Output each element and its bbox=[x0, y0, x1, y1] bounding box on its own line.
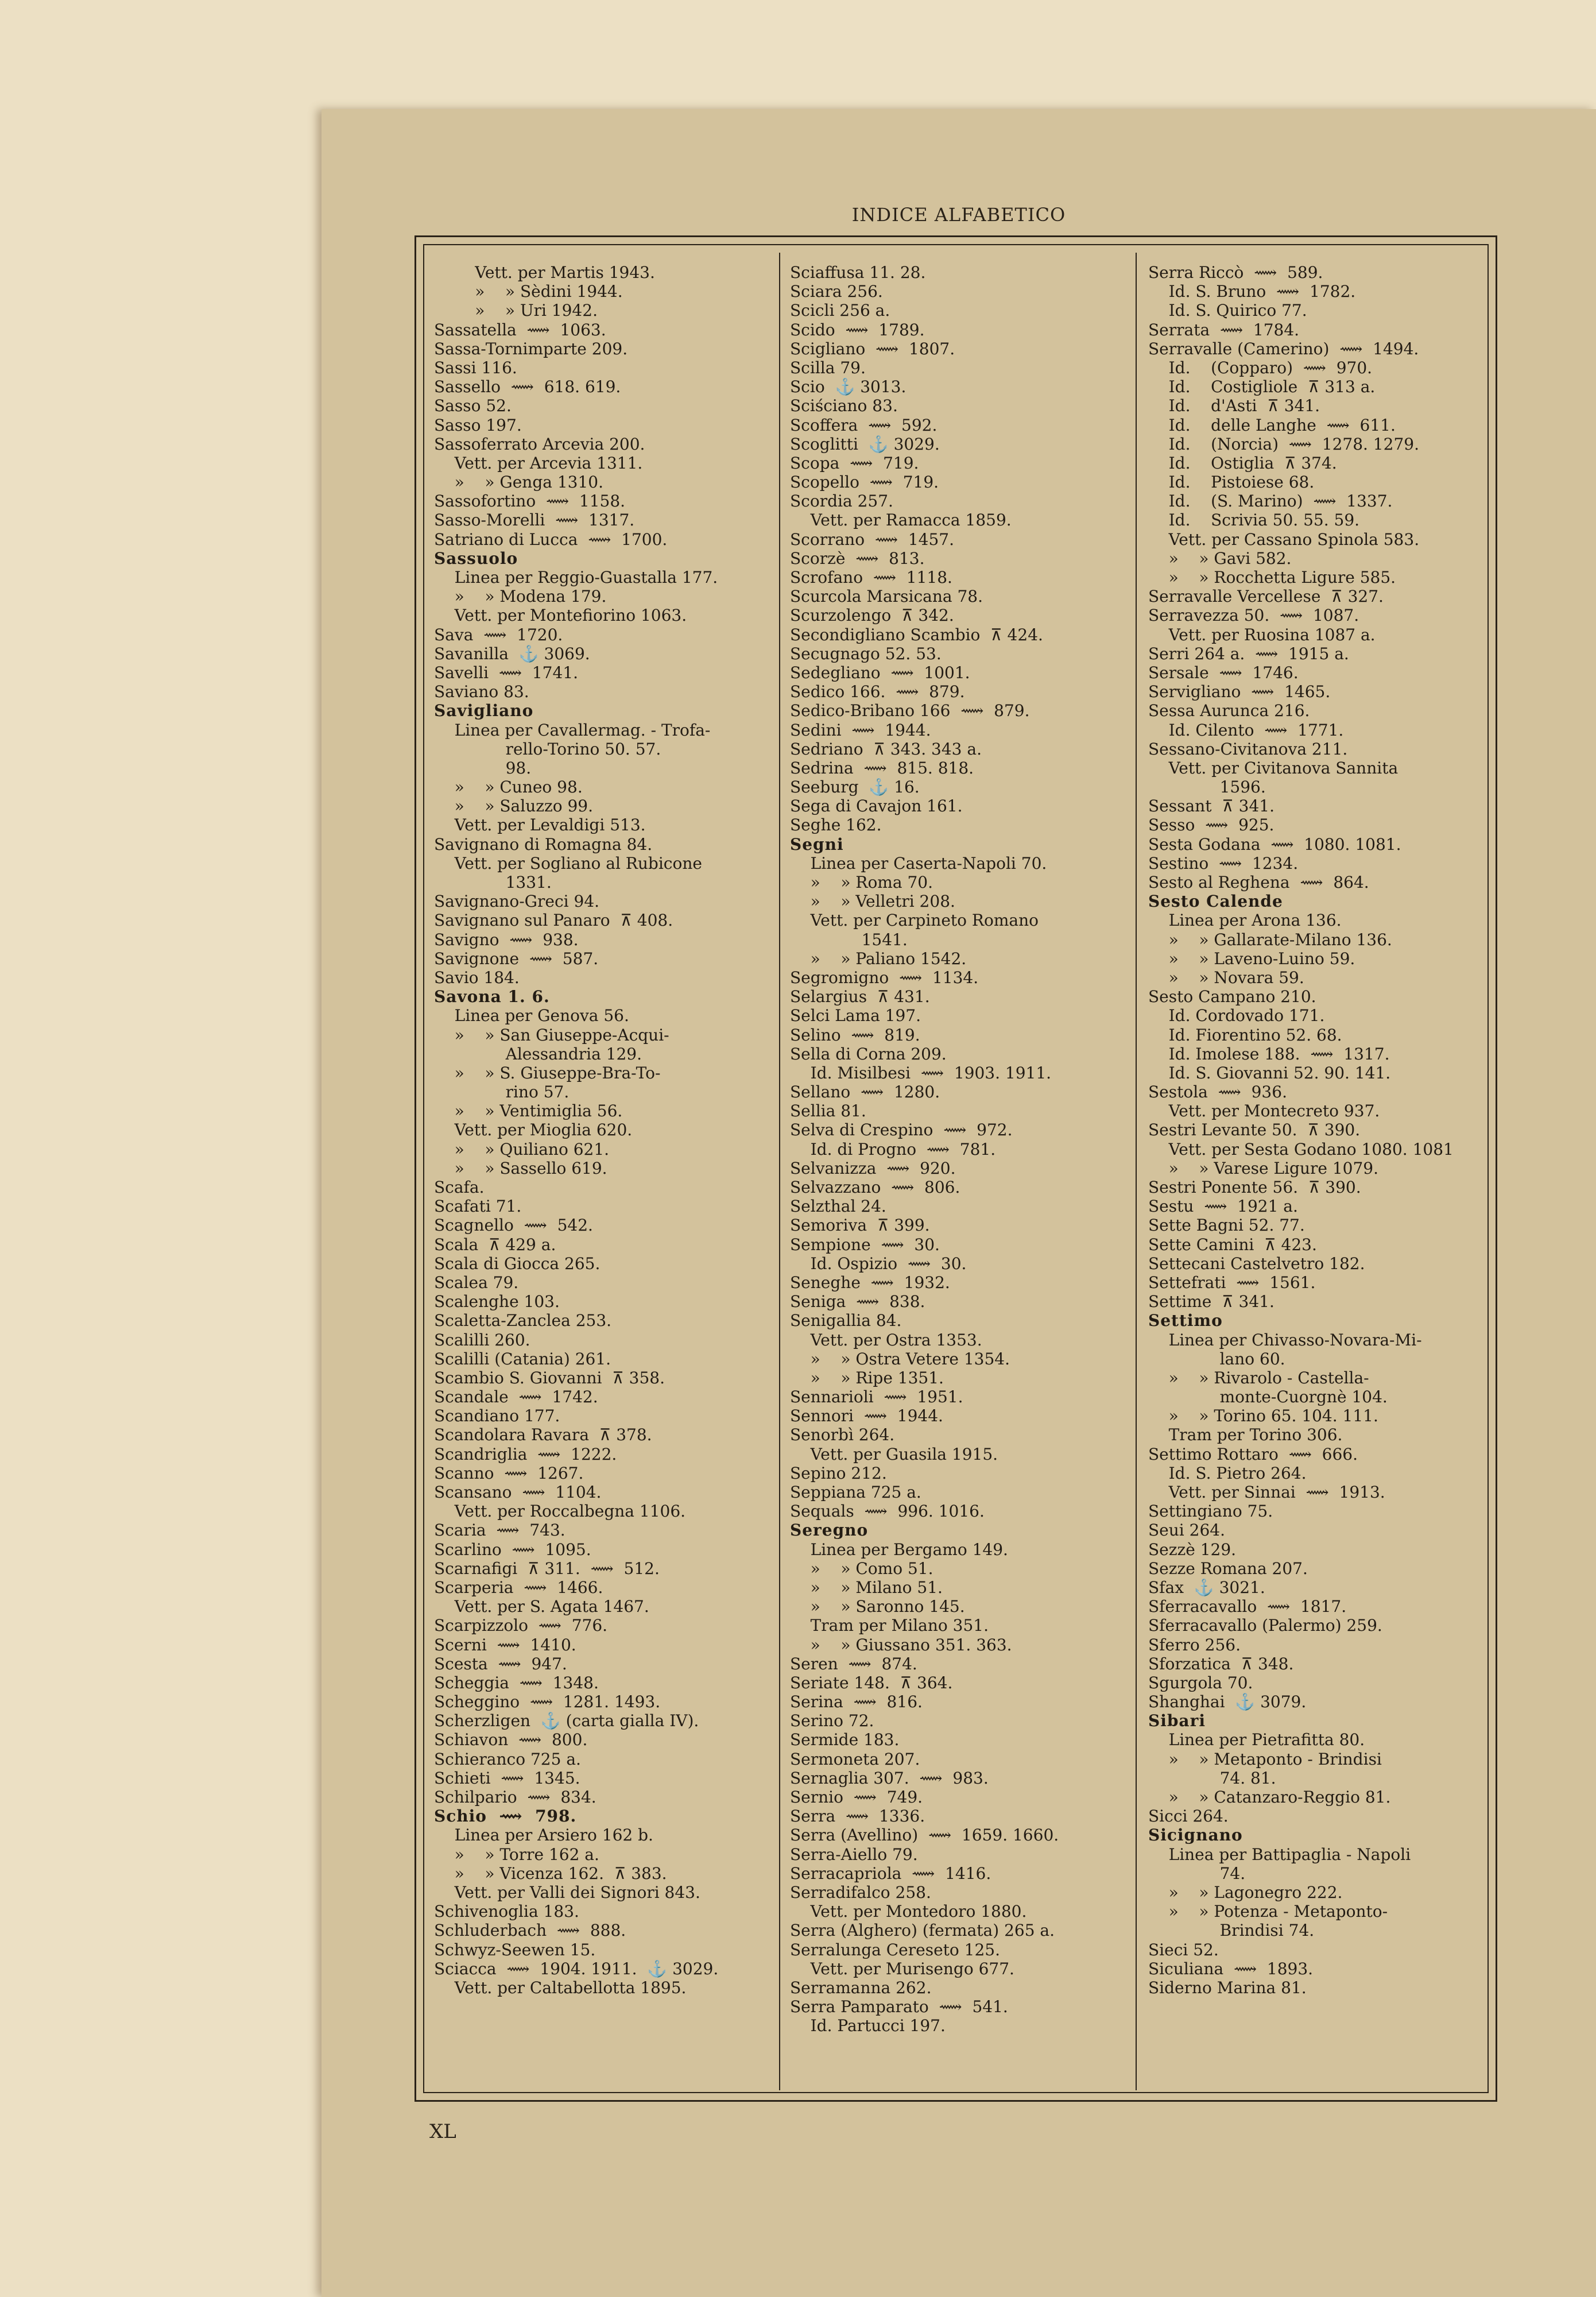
index-entry: Sciara 256. bbox=[790, 282, 883, 301]
index-entry: Serracapriola ⟿ 1416. bbox=[790, 1863, 991, 1883]
index-heading: Savigliano bbox=[434, 701, 534, 721]
index-entry: Selvanizza ⟿ 920. bbox=[790, 1158, 956, 1178]
index-entry: Vett. per Guasila 1915. bbox=[790, 1444, 998, 1464]
index-entry: Schilpario ⟿ 834. bbox=[434, 1788, 596, 1807]
index-entry: Scagnello ⟿ 542. bbox=[434, 1216, 593, 1235]
index-entry: Scurcola Marsicana 78. bbox=[790, 587, 983, 606]
index-entry: Sasso-Morelli ⟿ 1317. bbox=[434, 511, 635, 530]
index-entry: » » Torre 162 a. bbox=[434, 1844, 599, 1864]
index-entry: Serra-Aiello 79. bbox=[790, 1844, 918, 1864]
index-entry: Linea per Caserta-Napoli 70. bbox=[790, 853, 1047, 873]
index-entry: Sfax ⚓ 3021. bbox=[1148, 1577, 1265, 1597]
index-entry: Sassa-Tornimparte 209. bbox=[434, 339, 628, 358]
index-entry: Scilla 79. bbox=[790, 358, 866, 377]
index-entry: Vett. per Sesta Godano 1080. 1081 bbox=[1148, 1139, 1454, 1159]
index-entry: Sennori ⟿ 1944. bbox=[790, 1406, 943, 1426]
index-entry: rello-Torino 50. 57. bbox=[434, 739, 661, 759]
index-entry: Seniga ⟿ 838. bbox=[790, 1292, 925, 1312]
index-entry: Sciacca ⟿ 1904. 1911. ⚓ 3029. bbox=[434, 1959, 719, 1978]
page-number: XL bbox=[429, 2120, 456, 2143]
index-entry: Scanno ⟿ 1267. bbox=[434, 1463, 584, 1483]
index-entry: Savignano sul Panaro ⊼ 408. bbox=[434, 911, 673, 930]
index-entry: Sermoneta 207. bbox=[790, 1749, 920, 1769]
index-entry: Scala di Giocca 265. bbox=[434, 1254, 601, 1273]
index-entry: Savignano-Greci 94. bbox=[434, 892, 600, 911]
index-entry: Sessano-Civitanova 211. bbox=[1148, 739, 1348, 759]
index-heading: Schio ⟿ 798. bbox=[434, 1807, 577, 1826]
index-entry: Scala ⊼ 429 a. bbox=[434, 1235, 556, 1254]
index-entry: Sella di Corna 209. bbox=[790, 1044, 947, 1064]
index-entry: Scopa ⟿ 719. bbox=[790, 453, 919, 473]
index-entry: Sernio ⟿ 749. bbox=[790, 1788, 923, 1807]
index-entry: Sestri Ponente 56. ⊼ 390. bbox=[1148, 1178, 1361, 1197]
index-entry: Scio ⚓ 3013. bbox=[790, 377, 907, 397]
index-entry: Selino ⟿ 819. bbox=[790, 1025, 920, 1045]
index-entry: Scalilli (Catania) 261. bbox=[434, 1349, 611, 1368]
index-entry: Scansano ⟿ 1104. bbox=[434, 1483, 602, 1502]
index-entry: Serra (Alghero) (fermata) 265 a. bbox=[790, 1921, 1055, 1940]
index-entry: Settingiano 75. bbox=[1148, 1502, 1273, 1521]
index-entry: Sette Bagni 52. 77. bbox=[1148, 1216, 1305, 1235]
index-entry: Id. Misilbesi ⟿ 1903. 1911. bbox=[790, 1063, 1052, 1082]
index-entry: Sedico-Bribano 166 ⟿ 879. bbox=[790, 701, 1030, 721]
index-entry: Scaria ⟿ 743. bbox=[434, 1521, 565, 1540]
index-entry: » » Lagonegro 222. bbox=[1148, 1882, 1343, 1902]
index-entry: Tram per Milano 351. bbox=[790, 1616, 989, 1635]
index-entry: Sellia 81. bbox=[790, 1101, 866, 1121]
index-entry: Linea per Chivasso-Novara-Mi- bbox=[1148, 1330, 1422, 1349]
index-heading: Sicignano bbox=[1148, 1826, 1243, 1845]
index-entry: Serri 264 a. ⟿ 1915 a. bbox=[1148, 644, 1349, 663]
index-entry: Siderno Marina 81. bbox=[1148, 1978, 1307, 1997]
index-entry: Sava ⟿ 1720. bbox=[434, 625, 563, 644]
index-entry: Vett. per Levaldigi 513. bbox=[434, 815, 646, 835]
index-entry: Scurzolengo ⊼ 342. bbox=[790, 606, 954, 625]
index-entry: Sassofortino ⟿ 1158. bbox=[434, 492, 626, 511]
index-entry: Serradifalco 258. bbox=[790, 1882, 931, 1902]
index-entry: Semoriva ⊼ 399. bbox=[790, 1216, 930, 1235]
index-entry: » » Giussano 351. 363. bbox=[790, 1635, 1012, 1654]
index-entry: » » Catanzaro-Reggio 81. bbox=[1148, 1788, 1391, 1807]
index-entry: Scerni ⟿ 1410. bbox=[434, 1635, 576, 1654]
index-entry: Schieranco 725 a. bbox=[434, 1749, 581, 1769]
index-entry: » » Quiliano 621. bbox=[434, 1139, 610, 1159]
index-entry: Scoffera ⟿ 592. bbox=[790, 415, 938, 435]
index-entry: rino 57. bbox=[434, 1082, 570, 1102]
index-entry: Siculiana ⟿ 1893. bbox=[1148, 1959, 1314, 1978]
index-entry: Sessa Aurunca 216. bbox=[1148, 701, 1310, 721]
index-entry: Vett. per Ruosina 1087 a. bbox=[1148, 625, 1376, 644]
index-entry: Scigliano ⟿ 1807. bbox=[790, 339, 955, 358]
index-entry: » » Novara 59. bbox=[1148, 968, 1304, 987]
index-entry: Serrata ⟿ 1784. bbox=[1148, 320, 1300, 339]
index-entry: Serravezza 50. ⟿ 1087. bbox=[1148, 606, 1359, 625]
index-entry: 74. 81. bbox=[1148, 1768, 1276, 1788]
index-entry: Schluderbach ⟿ 888. bbox=[434, 1921, 626, 1940]
index-entry: Sferro 256. bbox=[1148, 1635, 1241, 1654]
index-entry: Scoglitti ⚓ 3029. bbox=[790, 434, 940, 454]
index-entry: Schieti ⟿ 1345. bbox=[434, 1768, 580, 1788]
index-entry: Id. (Copparo) ⟿ 970. bbox=[1148, 358, 1373, 377]
index-entry: Linea per Bergamo 149. bbox=[790, 1540, 1008, 1559]
index-entry: Serra Pamparato ⟿ 541. bbox=[790, 1997, 1008, 2017]
index-entry: Settimo Rottaro ⟿ 666. bbox=[1148, 1444, 1358, 1464]
index-entry: Seppiana 725 a. bbox=[790, 1483, 921, 1502]
index-entry: » » Velletri 208. bbox=[790, 892, 955, 911]
index-entry: Servigliano ⟿ 1465. bbox=[1148, 682, 1331, 702]
index-entry: Vett. per Valli dei Signori 843. bbox=[434, 1882, 700, 1902]
index-column-2 bbox=[790, 263, 1134, 2035]
index-entry: Serina ⟿ 816. bbox=[790, 1692, 923, 1712]
index-heading: Savona 1. 6. bbox=[434, 987, 550, 1007]
index-entry: Vett. per Roccalbegna 1106. bbox=[434, 1502, 686, 1521]
index-entry: Id. Scrivia 50. 55. 59. bbox=[1148, 511, 1360, 530]
index-heading: Sassuolo bbox=[434, 548, 518, 568]
index-entry: Scicli 256 a. bbox=[790, 301, 890, 320]
index-entry: Id. S. Quirico 77. bbox=[1148, 301, 1307, 320]
index-entry: Serra Riccò ⟿ 589. bbox=[1148, 263, 1323, 282]
index-entry: Satriano di Lucca ⟿ 1700. bbox=[434, 529, 668, 549]
index-entry: Scordia 257. bbox=[790, 492, 893, 511]
index-entry: Scandolara Ravara ⊼ 378. bbox=[434, 1425, 652, 1445]
index-entry: Id. d'Asti ⊼ 341. bbox=[1148, 396, 1320, 416]
index-entry: Scorzè ⟿ 813. bbox=[790, 548, 925, 568]
index-entry: Sasso 52. bbox=[434, 396, 512, 416]
index-entry: Id. Costigliole ⊼ 313 a. bbox=[1148, 377, 1376, 397]
index-entry: Scambio S. Giovanni ⊼ 358. bbox=[434, 1368, 665, 1387]
index-entry: Sforzatica ⊼ 348. bbox=[1148, 1654, 1294, 1673]
index-entry: Scopello ⟿ 719. bbox=[790, 473, 939, 492]
index-entry: Sgurgola 70. bbox=[1148, 1673, 1253, 1692]
index-entry: Sernaglia 307. ⟿ 983. bbox=[790, 1768, 989, 1788]
index-entry: Settefrati ⟿ 1561. bbox=[1148, 1273, 1316, 1292]
index-entry: Sessant ⊼ 341. bbox=[1148, 796, 1275, 816]
index-entry: Sieci 52. bbox=[1148, 1940, 1219, 1959]
index-entry: » » Sassello 619. bbox=[434, 1158, 607, 1178]
index-entry: » » Laveno-Luino 59. bbox=[1148, 949, 1355, 968]
index-entry: lano 60. bbox=[1148, 1349, 1285, 1368]
index-entry: Vett. per Civitanova Sannita bbox=[1148, 758, 1399, 778]
index-entry: Vett. per Montecreto 937. bbox=[1148, 1101, 1380, 1121]
index-entry: Vett. per Carpineto Romano bbox=[790, 911, 1039, 930]
index-entry: Sedini ⟿ 1944. bbox=[790, 720, 931, 740]
index-entry: Sferracavallo (Palermo) 259. bbox=[1148, 1616, 1382, 1635]
index-entry: Id. (S. Marino) ⟿ 1337. bbox=[1148, 492, 1393, 511]
index-entry: 1596. bbox=[1148, 778, 1266, 797]
index-entry: Shanghai ⚓ 3079. bbox=[1148, 1692, 1307, 1712]
index-entry: Scido ⟿ 1789. bbox=[790, 320, 925, 339]
index-entry: Scafati 71. bbox=[434, 1197, 522, 1216]
index-entry: Linea per Arsiero 162 b. bbox=[434, 1826, 653, 1845]
index-entry: Sferracavallo ⟿ 1817. bbox=[1148, 1597, 1347, 1617]
index-entry: Schwyz-Seewen 15. bbox=[434, 1940, 596, 1959]
index-entry: Scandale ⟿ 1742. bbox=[434, 1387, 598, 1407]
index-entry: Tram per Torino 306. bbox=[1148, 1425, 1343, 1445]
index-entry: Scorrano ⟿ 1457. bbox=[790, 529, 954, 549]
index-entry: Sassoferrato Arcevia 200. bbox=[434, 434, 645, 454]
index-entry: Sassi 116. bbox=[434, 358, 517, 377]
index-entry: » » Ventimiglia 56. bbox=[434, 1101, 623, 1121]
index-entry: Scherzligen ⚓ (carta gialla IV). bbox=[434, 1711, 699, 1731]
index-entry: Id. Fiorentino 52. 68. bbox=[1148, 1025, 1342, 1045]
index-entry: Scarlino ⟿ 1095. bbox=[434, 1540, 591, 1559]
index-entry: Settime ⊼ 341. bbox=[1148, 1292, 1275, 1312]
index-entry: Vett. per Cassano Spinola 583. bbox=[1148, 529, 1420, 549]
index-entry: Selva di Crespino ⟿ 972. bbox=[790, 1120, 1013, 1140]
index-entry: » » Modena 179. bbox=[434, 587, 607, 606]
index-entry: Sesso ⟿ 925. bbox=[1148, 815, 1275, 835]
index-entry: Serramanna 262. bbox=[790, 1978, 932, 1997]
index-entry: Vett. per Ramacca 1859. bbox=[790, 511, 1012, 530]
index-entry: » » Gavi 582. bbox=[1148, 548, 1292, 568]
index-entry: Scarnafigi ⊼ 311. ⟿ 512. bbox=[434, 1559, 660, 1578]
index-column-1 bbox=[434, 263, 778, 1997]
index-entry: Scheggino ⟿ 1281. 1493. bbox=[434, 1692, 661, 1712]
index-entry: Savigno ⟿ 938. bbox=[434, 930, 579, 949]
index-entry: Scarperia ⟿ 1466. bbox=[434, 1577, 603, 1597]
index-entry: Scesta ⟿ 947. bbox=[434, 1654, 567, 1673]
index-entry: » » Rivarolo - Castella- bbox=[1148, 1368, 1369, 1387]
index-entry: Vett. per Murisengo 677. bbox=[790, 1959, 1014, 1978]
index-entry: Schiavon ⟿ 800. bbox=[434, 1730, 588, 1750]
index-entry: monte-Cuorgnè 104. bbox=[1148, 1387, 1388, 1407]
index-entry: Scandiano 177. bbox=[434, 1406, 560, 1426]
index-heading: Sibari bbox=[1148, 1711, 1206, 1731]
column-divider bbox=[779, 253, 780, 2090]
index-entry: Sesta Godana ⟿ 1080. 1081. bbox=[1148, 834, 1401, 854]
index-entry: » » Genga 1310. bbox=[434, 473, 604, 492]
index-entry: Linea per Cavallermag. - Trofa- bbox=[434, 720, 711, 740]
index-entry: » » Roma 70. bbox=[790, 873, 933, 892]
index-heading: Sesto Calende bbox=[1148, 892, 1283, 911]
index-entry: Sellano ⟿ 1280. bbox=[790, 1082, 940, 1102]
index-entry: Serravalle (Camerino) ⟿ 1494. bbox=[1148, 339, 1419, 358]
index-entry: Id. delle Langhe ⟿ 611. bbox=[1148, 415, 1396, 435]
index-entry: Serravalle Vercellese ⊼ 327. bbox=[1148, 587, 1384, 606]
index-entry: Secugnago 52. 53. bbox=[790, 644, 942, 663]
index-entry: Id. (Norcia) ⟿ 1278. 1279. bbox=[1148, 434, 1419, 454]
index-entry: » » Varese Ligure 1079. bbox=[1148, 1158, 1379, 1178]
index-entry: Vett. per Sinnai ⟿ 1913. bbox=[1148, 1483, 1385, 1502]
index-entry: Serra (Avellino) ⟿ 1659. 1660. bbox=[790, 1826, 1059, 1845]
index-entry: Vett. per Montefiorino 1063. bbox=[434, 606, 687, 625]
index-entry: Vett. per S. Agata 1467. bbox=[434, 1597, 649, 1617]
index-entry: Senigallia 84. bbox=[790, 1311, 902, 1331]
index-entry: Id. S. Bruno ⟿ 1782. bbox=[1148, 282, 1356, 301]
index-entry: Savanilla ⚓ 3069. bbox=[434, 644, 590, 663]
index-entry: Sega di Cavajon 161. bbox=[790, 796, 963, 816]
index-entry: 98. bbox=[434, 758, 532, 778]
index-entry: Segromigno ⟿ 1134. bbox=[790, 968, 979, 987]
index-entry: Sedrina ⟿ 815. 818. bbox=[790, 758, 974, 778]
index-entry: Seneghe ⟿ 1932. bbox=[790, 1273, 950, 1292]
index-entry: » » Gallarate-Milano 136. bbox=[1148, 930, 1392, 949]
index-heading: Seregno bbox=[790, 1521, 869, 1540]
index-entry: Selzthal 24. bbox=[790, 1197, 886, 1216]
index-entry: Savelli ⟿ 1741. bbox=[434, 663, 579, 682]
index-entry: Id. Partucci 197. bbox=[790, 2016, 946, 2036]
index-entry: Savignano di Romagna 84. bbox=[434, 834, 653, 854]
index-entry: Sersale ⟿ 1746. bbox=[1148, 663, 1299, 682]
index-entry: Scafa. bbox=[434, 1178, 485, 1197]
index-entry: Linea per Genova 56. bbox=[434, 1006, 629, 1026]
index-entry: Serralunga Cereseto 125. bbox=[790, 1940, 1000, 1959]
index-entry: Alessandria 129. bbox=[434, 1044, 642, 1064]
index-entry: Sezzè 129. bbox=[1148, 1540, 1237, 1559]
index-entry: » » Ripe 1351. bbox=[790, 1368, 944, 1387]
index-entry: Linea per Arona 136. bbox=[1148, 911, 1342, 930]
index-entry: » » Paliano 1542. bbox=[790, 949, 967, 968]
index-entry: Sepino 212. bbox=[790, 1463, 887, 1483]
index-entry: Savignone ⟿ 587. bbox=[434, 949, 599, 968]
index-entry: Seeburg ⚓ 16. bbox=[790, 778, 920, 797]
index-entry: Savio 184. bbox=[434, 968, 520, 987]
index-entry: » » Saronno 145. bbox=[790, 1597, 965, 1617]
index-entry: Seren ⟿ 874. bbox=[790, 1654, 917, 1673]
index-entry: Id. Ospizio ⟿ 30. bbox=[790, 1254, 967, 1273]
page-header: INDICE ALFABETICO bbox=[851, 204, 1066, 226]
index-entry: Sicci 264. bbox=[1148, 1807, 1229, 1826]
index-entry: Senorbì 264. bbox=[790, 1425, 895, 1445]
index-entry: Sesto Campano 210. bbox=[1148, 987, 1316, 1007]
index-entry: 1331. bbox=[434, 873, 552, 892]
index-entry: Vett. per Mioglia 620. bbox=[434, 1120, 633, 1140]
column-divider bbox=[1136, 253, 1137, 2090]
index-entry: Sassatella ⟿ 1063. bbox=[434, 320, 606, 339]
index-entry: Sesto al Reghena ⟿ 864. bbox=[1148, 873, 1369, 892]
index-entry: Sestola ⟿ 936. bbox=[1148, 1082, 1287, 1102]
index-entry: 1541. bbox=[790, 930, 908, 949]
index-entry: Scalenghe 103. bbox=[434, 1292, 560, 1312]
index-entry: Seui 264. bbox=[1148, 1521, 1225, 1540]
index-entry: Id. di Progno ⟿ 781. bbox=[790, 1139, 996, 1159]
index-entry: Secondigliano Scambio ⊼ 424. bbox=[790, 625, 1043, 644]
index-entry: Id. Pistoiese 68. bbox=[1148, 473, 1315, 492]
index-entry: » » Rocchetta Ligure 585. bbox=[1148, 568, 1396, 587]
index-entry: Scalea 79. bbox=[434, 1273, 519, 1292]
index-entry: » » Milano 51. bbox=[790, 1577, 943, 1597]
index-entry: Sedegliano ⟿ 1001. bbox=[790, 663, 970, 682]
index-entry: Scandriglia ⟿ 1222. bbox=[434, 1444, 617, 1464]
index-heading: Settimo bbox=[1148, 1311, 1223, 1331]
index-entry: Brindisi 74. bbox=[1148, 1921, 1315, 1940]
index-entry: » » Ostra Vetere 1354. bbox=[790, 1349, 1010, 1368]
index-entry: » » Metaponto - Brindisi bbox=[1148, 1749, 1382, 1769]
index-entry: Scheggia ⟿ 1348. bbox=[434, 1673, 599, 1692]
index-column-3 bbox=[1148, 263, 1493, 1997]
index-entry: » » Saluzzo 99. bbox=[434, 796, 594, 816]
index-entry: Linea per Battipaglia - Napoli bbox=[1148, 1844, 1411, 1864]
index-entry: » » Potenza - Metaponto- bbox=[1148, 1902, 1388, 1921]
index-entry: Scalilli 260. bbox=[434, 1330, 530, 1349]
index-entry: » » Cuneo 98. bbox=[434, 778, 583, 797]
index-entry: Sestri Levante 50. ⊼ 390. bbox=[1148, 1120, 1361, 1140]
index-entry: Saviano 83. bbox=[434, 682, 529, 702]
index-entry: Sassello ⟿ 618. 619. bbox=[434, 377, 621, 397]
index-entry: Sciściano 83. bbox=[790, 396, 898, 416]
index-entry: Sennarioli ⟿ 1951. bbox=[790, 1387, 963, 1407]
index-entry: Settecani Castelvetro 182. bbox=[1148, 1254, 1365, 1273]
index-entry: Vett. per Ostra 1353. bbox=[790, 1330, 982, 1349]
index-entry: Vett. per Montedoro 1880. bbox=[790, 1902, 1027, 1921]
index-entry: Scarpizzolo ⟿ 776. bbox=[434, 1616, 608, 1635]
index-entry: Vett. per Sogliano al Rubicone bbox=[434, 853, 702, 873]
index-entry: Id. S. Giovanni 52. 90. 141. bbox=[1148, 1063, 1391, 1082]
index-entry: Selvazzano ⟿ 806. bbox=[790, 1178, 960, 1197]
index-entry: Sedriano ⊼ 343. 343 a. bbox=[790, 739, 982, 759]
index-entry: Sempione ⟿ 30. bbox=[790, 1235, 940, 1254]
index-entry: Scrofano ⟿ 1118. bbox=[790, 568, 952, 587]
index-entry: Sedico 166. ⟿ 879. bbox=[790, 682, 965, 702]
index-entry: Linea per Reggio-Guastalla 177. bbox=[434, 568, 718, 587]
index-entry: Sciaffusa 11. 28. bbox=[790, 263, 926, 282]
index-entry: Sermide 183. bbox=[790, 1730, 900, 1750]
index-entry: » » S. Giuseppe-Bra-To- bbox=[434, 1063, 661, 1082]
index-entry: » » Uri 1942. bbox=[434, 301, 598, 320]
index-entry: 74. bbox=[1148, 1863, 1246, 1883]
index-entry: Schivenoglia 183. bbox=[434, 1902, 579, 1921]
index-entry: Scaletta-Zanclea 253. bbox=[434, 1311, 612, 1331]
index-entry: » » Como 51. bbox=[790, 1559, 933, 1578]
index-entry: Id. Cilento ⟿ 1771. bbox=[1148, 720, 1344, 740]
index-entry: Linea per Pietrafitta 80. bbox=[1148, 1730, 1365, 1750]
index-entry: Selci Lama 197. bbox=[790, 1006, 921, 1026]
index-entry: Seriate 148. ⊼ 364. bbox=[790, 1673, 953, 1692]
index-entry: Vett. per Caltabellotta 1895. bbox=[434, 1978, 687, 1997]
index-heading: Segni bbox=[790, 834, 844, 854]
index-entry: Sestino ⟿ 1234. bbox=[1148, 853, 1299, 873]
index-entry: » » Vicenza 162. ⊼ 383. bbox=[434, 1863, 667, 1883]
index-entry: Serra ⟿ 1336. bbox=[790, 1807, 925, 1826]
index-entry: Vett. per Martis 1943. bbox=[434, 263, 655, 282]
index-entry: » » Sèdini 1944. bbox=[434, 282, 623, 301]
index-entry: Vett. per Arcevia 1311. bbox=[434, 453, 643, 473]
index-entry: Sequals ⟿ 996. 1016. bbox=[790, 1502, 985, 1521]
index-entry: Id. Cordovado 171. bbox=[1148, 1006, 1325, 1026]
index-entry: Id. S. Pietro 264. bbox=[1148, 1463, 1307, 1483]
index-entry: Selargius ⊼ 431. bbox=[790, 987, 930, 1007]
index-entry: Id. Ostiglia ⊼ 374. bbox=[1148, 453, 1337, 473]
index-entry: Sestu ⟿ 1921 a. bbox=[1148, 1197, 1298, 1216]
index-entry: Serino 72. bbox=[790, 1711, 874, 1731]
index-entry: » » Torino 65. 104. 111. bbox=[1148, 1406, 1378, 1426]
index-entry: Sette Camini ⊼ 423. bbox=[1148, 1235, 1317, 1254]
index-entry: Sasso 197. bbox=[434, 415, 522, 435]
index-entry: Seghe 162. bbox=[790, 815, 882, 835]
index-entry: Id. Imolese 188. ⟿ 1317. bbox=[1148, 1044, 1390, 1064]
index-entry: Sezze Romana 207. bbox=[1148, 1559, 1308, 1578]
index-entry: » » San Giuseppe-Acqui- bbox=[434, 1025, 669, 1045]
